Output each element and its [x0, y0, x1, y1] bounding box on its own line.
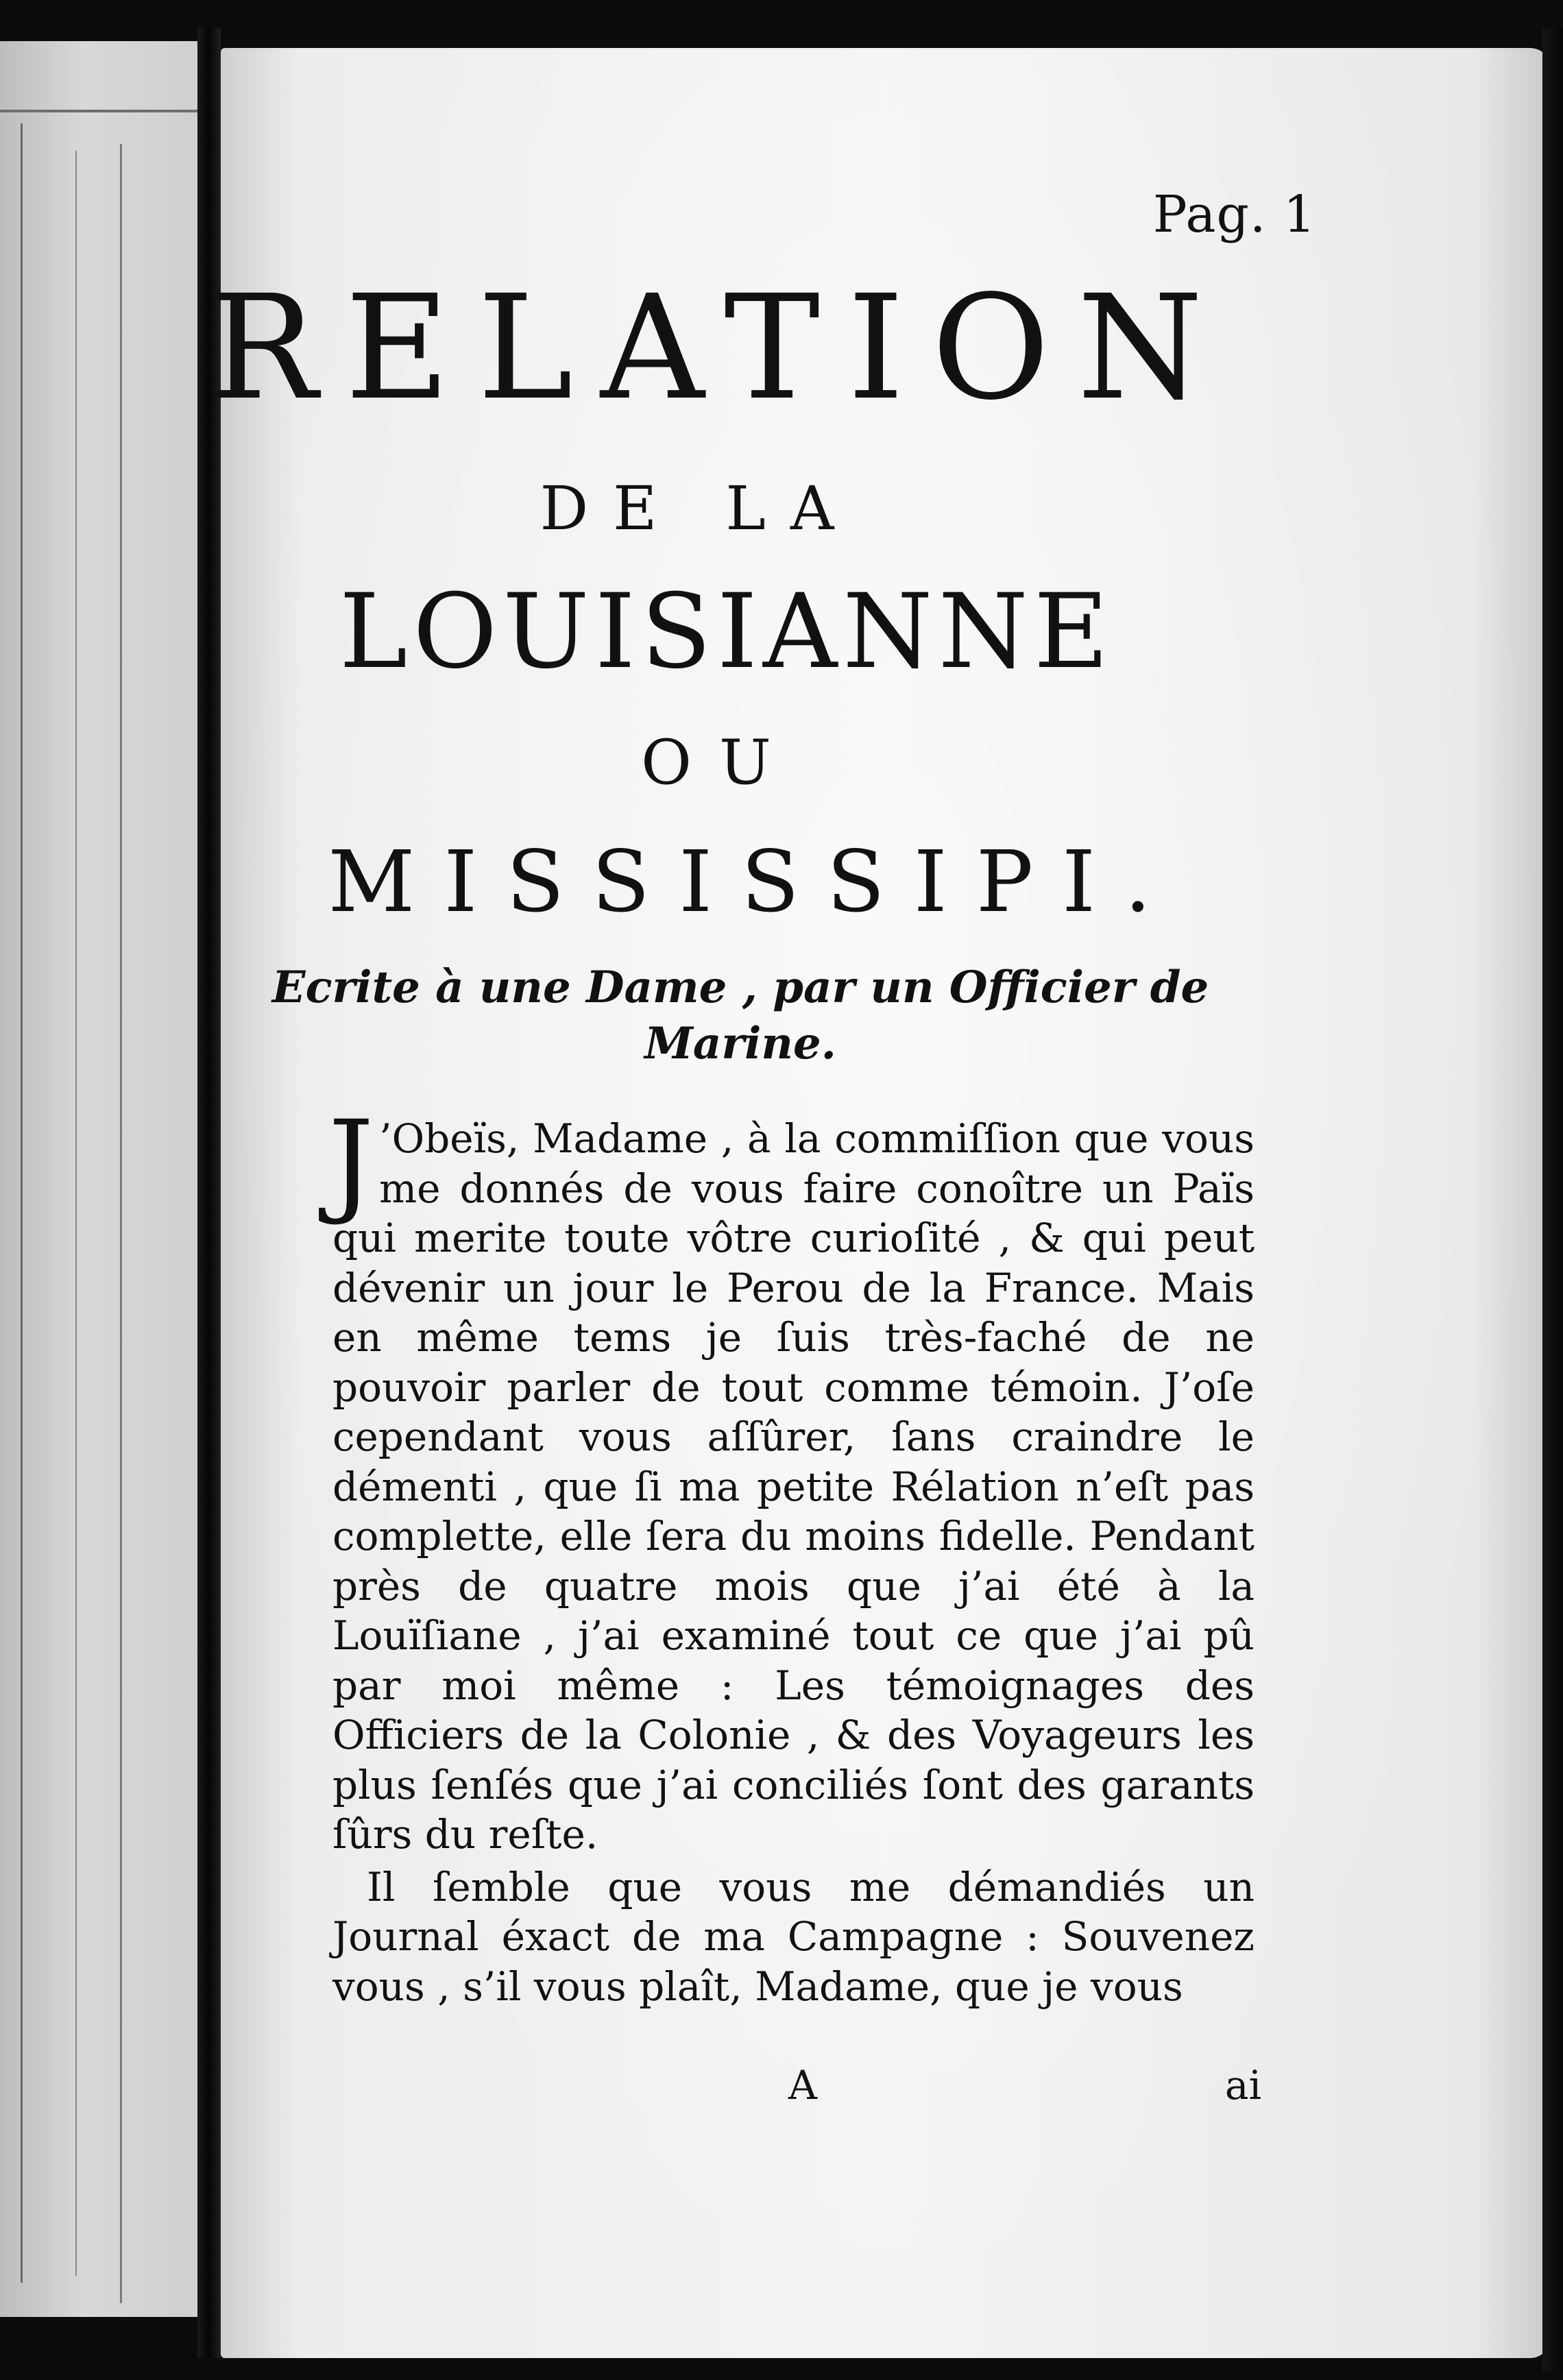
facing-page-mark — [0, 110, 206, 112]
title-louisianne: LOUISIANNE — [339, 572, 1115, 692]
title-mississipi: MISSISSIPI. — [328, 833, 1180, 932]
facing-page-line — [21, 123, 23, 2283]
title-ou: OU — [641, 727, 799, 799]
paragraph-1-text: ’Obeïs, Madame , à la commiſſion que vous me donnés de vous faire conoître un Païs qui merite toute vôtre curioſité , & qui peut dévenir un jour le Perou de la France. Mais en même tems je ſuis très-faché de ne pouvoir parler de tout comme témoin. J’oſe cependant vous aſſûrer, ſans craindre le démenti , que ſi ma petite Rélation n’eſt pas complette, elle ſera du moins fidelle. Pendant près de quatre mois que j’ai été à la Louïſiane , j’ai examiné tout ce que j’ai pû par moi même : Les témoignages des Officiers de la Colonie , & des Voyageurs les plus ſenſés que j’ai conciliés ſont des garants ſûrs du reſte. — [332, 1115, 1255, 1858]
drop-cap: J — [328, 1096, 374, 1228]
right-border — [1542, 27, 1563, 2372]
catchword: ai — [1224, 2062, 1261, 2109]
paragraph-2: Il ſemble que vous me démandiés un Journal éxact de ma Campagne : Souvenez vous , s’il vous plaît, Madame, que je vous — [332, 1863, 1255, 2010]
body-text — [328, 1096, 1255, 2011]
subtitle: Ecrite à une Dame , par un Officier de Marine. — [271, 962, 1209, 1069]
title-relation: RELATION — [209, 264, 1231, 432]
facing-page-line — [120, 144, 122, 2303]
page-number: Pag. 1 — [1152, 185, 1316, 244]
paragraph-1 — [328, 1096, 1255, 1860]
facing-page-line — [75, 151, 77, 2276]
title-de-la: DE LA — [540, 473, 859, 544]
signature-mark: A — [788, 2062, 817, 2109]
